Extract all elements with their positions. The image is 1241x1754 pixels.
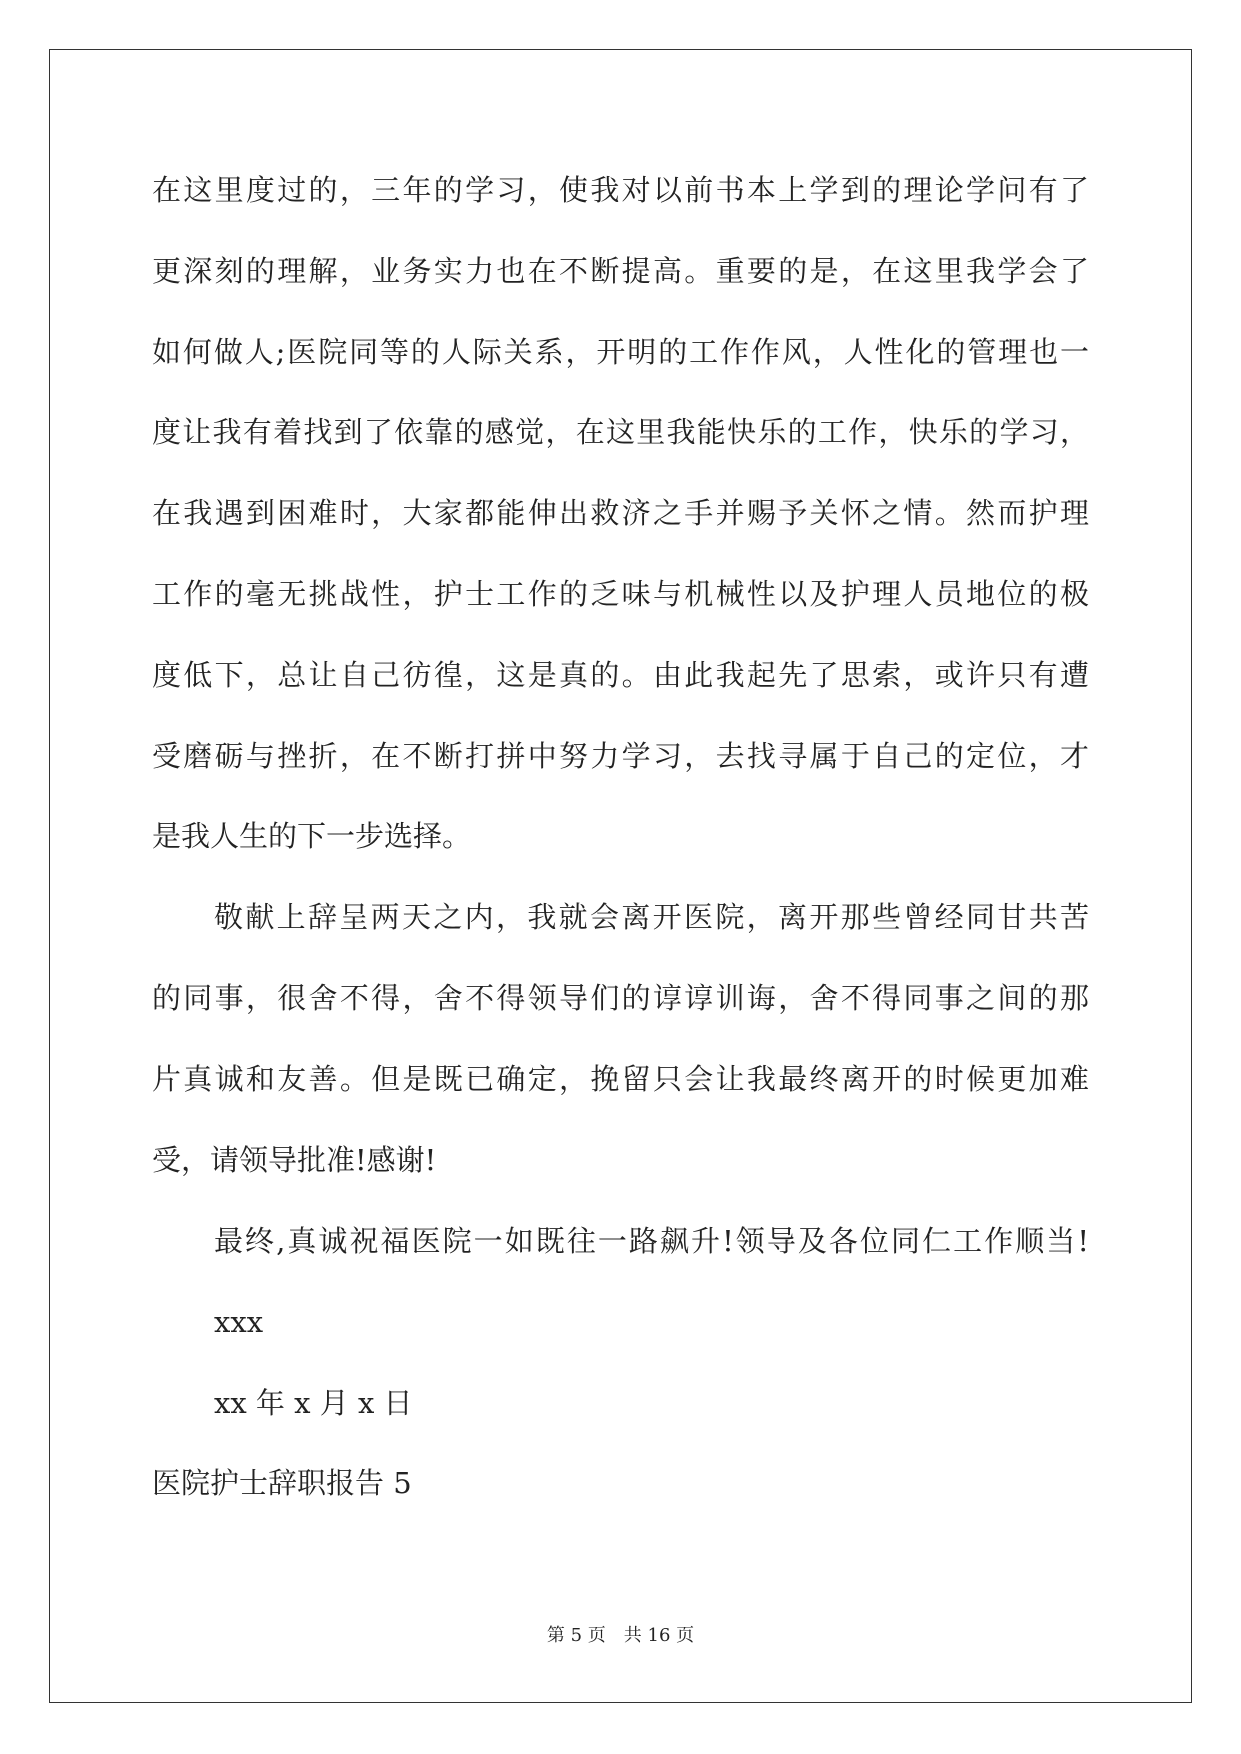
signature-name: xxx (214, 1305, 264, 1339)
body-line-1: 在这里度过的，三年的学习，使我对以前书本上学到的理论学问有了 (152, 173, 1089, 207)
body-line-5: 在我遇到困难时，大家都能伸出救济之手并赐予关怀之情。然而护理 (152, 496, 1089, 530)
section-heading: 医院护士辞职报告 5 (152, 1466, 412, 1500)
page-border (49, 49, 1192, 1703)
body-line-2: 更深刻的理解，业务实力也在不断提高。重要的是，在这里我学会了 (152, 254, 1089, 288)
page-number-footer: 第 5 页 共 16 页 (546, 1625, 695, 1646)
body-line-4: 度让我有着找到了依靠的感觉，在这里我能快乐的工作，快乐的学习， (152, 415, 1089, 449)
closing-wish: 最终,真诚祝福医院一如既往一路飙升!领导及各位同仁工作顺当! (214, 1224, 1089, 1258)
body-line-11: 的同事，很舍不得，舍不得领导们的谆谆训诲，舍不得同事之间的那 (152, 981, 1089, 1015)
body-line-8: 受磨砺与挫折，在不断打拼中努力学习，去找寻属于自己的定位，才 (152, 739, 1089, 773)
body-line-7: 度低下，总让自己彷徨，这是真的。由此我起先了思索，或许只有遭 (152, 658, 1089, 692)
body-line-3: 如何做人;医院同等的人际关系，开明的工作作风，人性化的管理也一 (152, 335, 1089, 369)
signature-date: xx 年 x 月 x 日 (214, 1386, 413, 1420)
body-line-12: 片真诚和友善。但是既已确定，挽留只会让我最终离开的时候更加难 (152, 1062, 1089, 1096)
body-line-9: 是我人生的下一步选择。 (152, 819, 472, 853)
body-line-13: 受，请领导批准!感谢! (152, 1143, 437, 1177)
body-line-10: 敬献上辞呈两天之内，我就会离开医院，离开那些曾经同甘共苦 (214, 900, 1089, 934)
body-line-6: 工作的毫无挑战性，护士工作的乏味与机械性以及护理人员地位的极 (152, 577, 1089, 611)
